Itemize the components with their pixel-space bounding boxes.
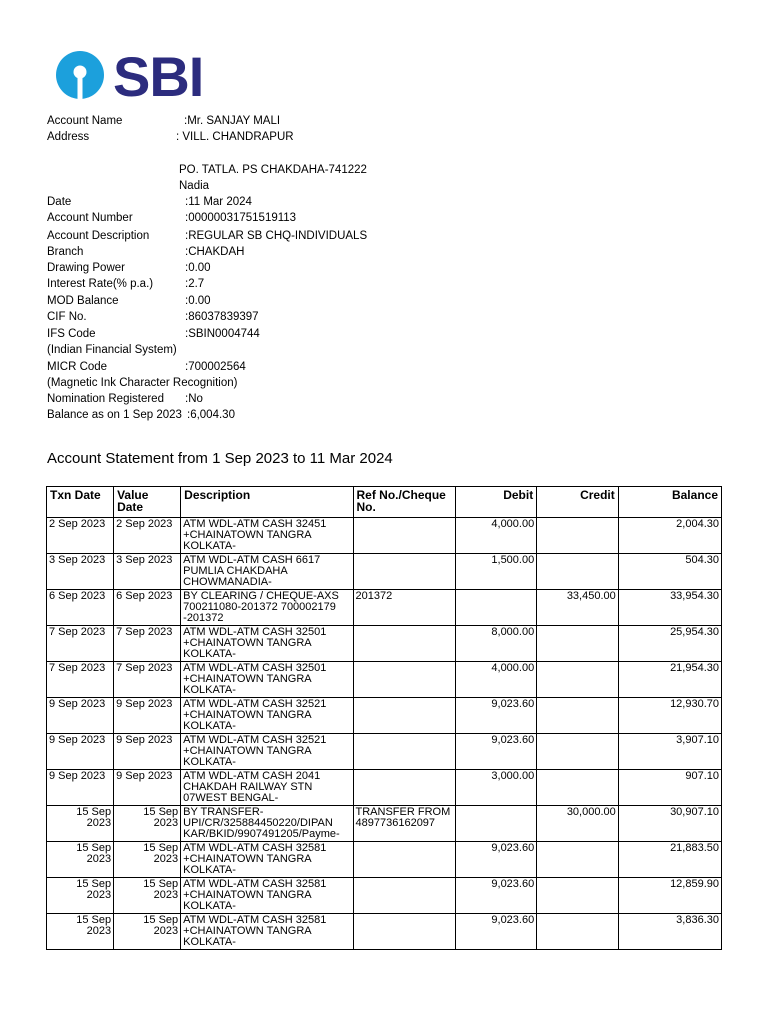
interest-rate-label: Interest Rate(% p.a.)	[47, 278, 154, 290]
account-number-label: Account Number	[47, 212, 133, 224]
account-number-value: :00000031751519113	[185, 212, 297, 224]
header-balance: Balance	[618, 487, 721, 518]
value-date-cell: 15 Sep 2023	[114, 914, 181, 950]
drawing-power-label: Drawing Power	[47, 262, 125, 274]
value-date-cell: 6 Sep 2023	[114, 590, 181, 626]
value-date-cell: 3 Sep 2023	[114, 554, 181, 590]
balance-cell: 3,907.10	[618, 734, 721, 770]
txn-date-cell: 15 Sep 2023	[47, 878, 114, 914]
ref-no-cell	[353, 842, 455, 878]
debit-cell: 9,023.60	[455, 698, 537, 734]
date-value: :11 Mar 2024	[185, 196, 252, 208]
credit-cell	[537, 914, 619, 950]
description-cell: ATM WDL-ATM CASH 32581 +CHAINATOWN TANGRA KOLKATA-	[181, 914, 353, 950]
mod-balance-value: :0.00	[185, 295, 211, 307]
debit-cell: 1,500.00	[455, 554, 537, 590]
credit-cell	[537, 842, 619, 878]
description-cell: BY TRANSFER- UPI/CR/325884450220/DIPAN KAR/BKID/9907491205/Payme-	[181, 806, 353, 842]
mod-balance-label: MOD Balance	[47, 295, 119, 307]
value-date-cell: 15 Sep 2023	[114, 842, 181, 878]
drawing-power-value: :0.00	[185, 262, 211, 274]
balance-cell: 30,907.10	[618, 806, 721, 842]
balance-cell: 504.30	[618, 554, 721, 590]
txn-date-cell: 9 Sep 2023	[47, 770, 114, 806]
value-date-cell: 7 Sep 2023	[114, 626, 181, 662]
balance-cell: 2,004.30	[618, 518, 721, 554]
ifs-note: (Indian Financial System)	[47, 344, 177, 356]
debit-cell: 4,000.00	[455, 518, 537, 554]
micr-code-value: :700002564	[185, 361, 246, 373]
value-date-cell: 15 Sep 2023	[114, 878, 181, 914]
nomination-label: Nomination Registered	[47, 393, 164, 405]
interest-rate-value: :2.7	[185, 278, 205, 290]
debit-cell	[455, 806, 537, 842]
ref-no-cell	[353, 914, 455, 950]
ref-no-cell	[353, 626, 455, 662]
credit-cell: 33,450.00	[537, 590, 619, 626]
table-row	[47, 662, 722, 698]
txn-date-cell: 9 Sep 2023	[47, 698, 114, 734]
account-description-value: :REGULAR SB CHQ-INDIVIDUALS	[185, 230, 368, 242]
credit-cell	[537, 734, 619, 770]
balance-cell: 12,859.90	[618, 878, 721, 914]
header-debit: Debit	[455, 487, 537, 518]
balance-cell: 12,930.70	[618, 698, 721, 734]
debit-cell: 9,023.60	[455, 914, 537, 950]
ref-no-cell	[353, 554, 455, 590]
credit-cell	[537, 698, 619, 734]
description-cell: ATM WDL-ATM CASH 32581 +CHAINATOWN TANGRA KOLKATA-	[181, 878, 353, 914]
debit-cell: 9,023.60	[455, 878, 537, 914]
header-credit: Credit	[537, 487, 619, 518]
branch-label: Branch	[47, 246, 84, 258]
table-row	[47, 518, 722, 554]
credit-cell: 30,000.00	[537, 806, 619, 842]
balance-cell: 21,883.50	[618, 842, 721, 878]
balance-cell: 25,954.30	[618, 626, 721, 662]
description-cell: ATM WDL-ATM CASH 32521 +CHAINATOWN TANGRA KOLKATA-	[181, 734, 353, 770]
description-cell: ATM WDL-ATM CASH 32581 +CHAINATOWN TANGRA KOLKATA-	[181, 842, 353, 878]
txn-date-cell: 7 Sep 2023	[47, 626, 114, 662]
balance-cell: 907.10	[618, 770, 721, 806]
balance-cell: 3,836.30	[618, 914, 721, 950]
txn-date-cell: 9 Sep 2023	[47, 734, 114, 770]
account-name-value: :Mr. SANJAY MALI	[184, 115, 281, 127]
txn-date-cell: 15 Sep 2023	[47, 914, 114, 950]
debit-cell: 9,023.60	[455, 842, 537, 878]
credit-cell	[537, 554, 619, 590]
date-label: Date	[47, 196, 72, 208]
description-cell: ATM WDL-ATM CASH 32521 +CHAINATOWN TANGRA KOLKATA-	[181, 698, 353, 734]
description-cell: ATM WDL-ATM CASH 6617 PUMLIA CHAKDAHA CHOWMANADIA-	[181, 554, 353, 590]
table-row	[47, 878, 722, 914]
sbi-keyhole-icon	[55, 50, 105, 105]
account-description-label: Account Description	[47, 230, 150, 242]
value-date-cell: 9 Sep 2023	[114, 734, 181, 770]
value-date-cell: 15 Sep 2023	[114, 806, 181, 842]
ref-no-cell	[353, 770, 455, 806]
sbi-logo-text: SBI	[113, 45, 204, 108]
header-txn-date: Txn Date	[47, 487, 114, 518]
balance-cell: 21,954.30	[618, 662, 721, 698]
table-header-row	[47, 487, 722, 518]
transaction-table	[46, 486, 722, 950]
debit-cell	[455, 590, 537, 626]
description-cell: ATM WDL-ATM CASH 2041 CHAKDAH RAILWAY STN 07WEST BENGAL-	[181, 770, 353, 806]
account-name-label: Account Name	[47, 115, 123, 127]
description-cell: ATM WDL-ATM CASH 32501 +CHAINATOWN TANGRA KOLKATA-	[181, 626, 353, 662]
cif-value: :86037839397	[185, 311, 259, 323]
ifs-code-label: IFS Code	[47, 328, 96, 340]
opening-balance-label: Balance as on 1 Sep 2023	[47, 409, 182, 421]
balance-cell: 33,954.30	[618, 590, 721, 626]
address-label: Address	[47, 131, 90, 143]
txn-date-cell: 7 Sep 2023	[47, 662, 114, 698]
branch-value: :CHAKDAH	[185, 246, 245, 258]
credit-cell	[537, 518, 619, 554]
micr-note: (Magnetic Ink Character Recognition)	[47, 377, 238, 389]
address-line2: PO. TATLA. PS CHAKDAHA-741222	[179, 164, 367, 176]
micr-code-label: MICR Code	[47, 361, 108, 373]
value-date-cell: 7 Sep 2023	[114, 662, 181, 698]
description-cell: ATM WDL-ATM CASH 32501 +CHAINATOWN TANGRA KOLKATA-	[181, 662, 353, 698]
txn-date-cell: 3 Sep 2023	[47, 554, 114, 590]
debit-cell: 9,023.60	[455, 734, 537, 770]
ref-no-cell: TRANSFER FROM 4897736162097	[353, 806, 455, 842]
txn-date-cell: 15 Sep 2023	[47, 806, 114, 842]
debit-cell: 8,000.00	[455, 626, 537, 662]
table-row	[47, 590, 722, 626]
description-cell: BY CLEARING / CHEQUE-AXS 700211080-201372 700002179 -201372	[181, 590, 353, 626]
sbi-logo	[55, 45, 204, 108]
txn-date-cell: 15 Sep 2023	[47, 842, 114, 878]
debit-cell: 3,000.00	[455, 770, 537, 806]
table-body	[47, 518, 722, 950]
txn-date-cell: 2 Sep 2023	[47, 518, 114, 554]
value-date-cell: 9 Sep 2023	[114, 770, 181, 806]
table-row	[47, 770, 722, 806]
debit-cell: 4,000.00	[455, 662, 537, 698]
header-ref-no: Ref No./Cheque No.	[353, 487, 455, 518]
ref-no-cell	[353, 734, 455, 770]
address-line1: : VILL. CHANDRAPUR	[176, 131, 294, 143]
ref-no-cell	[353, 878, 455, 914]
value-date-cell: 9 Sep 2023	[114, 698, 181, 734]
ref-no-cell	[353, 518, 455, 554]
table-row	[47, 698, 722, 734]
header-description: Description	[181, 487, 353, 518]
cif-label: CIF No.	[47, 311, 87, 323]
table-row	[47, 914, 722, 950]
ref-no-cell	[353, 662, 455, 698]
description-cell: ATM WDL-ATM CASH 32451 +CHAINATOWN TANGRA KOLKATA-	[181, 518, 353, 554]
nomination-value: :No	[185, 393, 203, 405]
ref-no-cell: 201372	[353, 590, 455, 626]
txn-date-cell: 6 Sep 2023	[47, 590, 114, 626]
table-row	[47, 734, 722, 770]
credit-cell	[537, 662, 619, 698]
opening-balance-value: :6,004.30	[187, 409, 235, 421]
table-row	[47, 554, 722, 590]
statement-title: Account Statement from 1 Sep 2023 to 11 Mar 2024	[47, 450, 393, 467]
ref-no-cell	[353, 698, 455, 734]
credit-cell	[537, 878, 619, 914]
table-row	[47, 842, 722, 878]
header-value-date: Value Date	[114, 487, 181, 518]
value-date-cell: 2 Sep 2023	[114, 518, 181, 554]
credit-cell	[537, 626, 619, 662]
table-row	[47, 806, 722, 842]
credit-cell	[537, 770, 619, 806]
table-row	[47, 626, 722, 662]
address-line3: Nadia	[179, 180, 210, 192]
ifs-code-value: :SBIN0004744	[185, 328, 260, 340]
